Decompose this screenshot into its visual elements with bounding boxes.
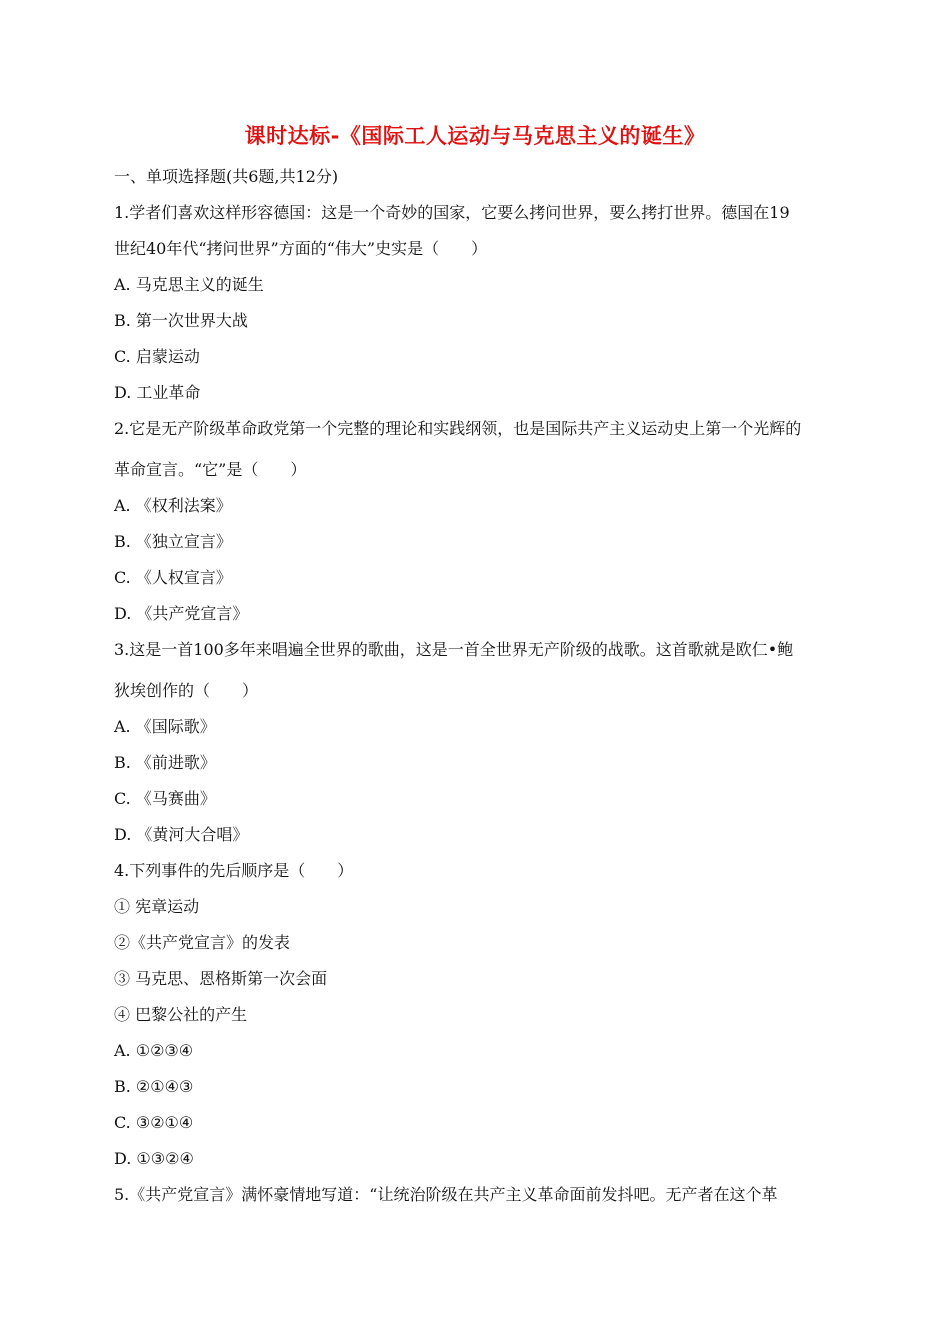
question-5-stem-line-1: 5.《共产党宣言》满怀豪情地写道：“让统治阶级在共产主义革命面前发抖吧。无产者在这个革 <box>114 1185 778 1204</box>
question-3-option-a: A. 《国际歌》 <box>114 717 216 736</box>
document-title: 课时达标-《国际工人运动与马克思主义的诞生》 <box>244 124 706 148</box>
question-3-option-d: D. 《黄河大合唱》 <box>114 825 249 844</box>
question-4-option-a: A. ①②③④ <box>114 1041 194 1060</box>
question-4-item-2: ②《共产党宣言》的发表 <box>114 933 291 952</box>
question-4-option-d: D. ①③②④ <box>114 1149 194 1168</box>
question-2-option-a: A. 《权利法案》 <box>114 496 232 515</box>
question-4-option-c: C. ③②①④ <box>114 1113 194 1132</box>
question-2-option-b: B. 《独立宣言》 <box>114 532 232 551</box>
section-heading: 一、单项选择题(共6题,共12分) <box>114 167 339 186</box>
question-4-stem: 4.下列事件的先后顺序是（ ） <box>114 861 354 880</box>
question-4-item-1: ① 宪章运动 <box>114 897 200 916</box>
question-2-stem-line-2: 革命宣言。“它”是（ ） <box>114 460 307 479</box>
question-3-stem-line-2: 狄埃创作的（ ） <box>114 681 259 700</box>
question-1-option-a: A. 马克思主义的诞生 <box>114 275 264 294</box>
question-1-stem-line-1: 1.学者们喜欢这样形容德国：这是一个奇妙的国家，它要么拷问世界，要么拷打世界。德国在19 <box>114 203 790 222</box>
question-2-option-c: C. 《人权宣言》 <box>114 568 232 587</box>
question-4-item-3: ③ 马克思、恩格斯第一次会面 <box>114 969 328 988</box>
question-2-option-d: D. 《共产党宣言》 <box>114 604 249 623</box>
question-1-option-c: C. 启蒙运动 <box>114 347 200 366</box>
question-3-option-c: C. 《马赛曲》 <box>114 789 216 808</box>
question-1-stem-line-2: 世纪40年代“拷问世界”方面的“伟大”史实是（ ） <box>114 239 488 258</box>
question-3-stem-line-1: 3.这是一首100多年来唱遍全世界的歌曲，这是一首全世界无产阶级的战歌。这首歌就是欧仁•鲍 <box>114 640 794 659</box>
question-1-option-d: D. 工业革命 <box>114 383 201 402</box>
question-4-item-4: ④ 巴黎公社的产生 <box>114 1005 248 1024</box>
question-2-stem-line-1: 2.它是无产阶级革命政党第一个完整的理论和实践纲领，也是国际共产主义运动史上第一个光辉的 <box>114 419 802 438</box>
question-1-option-b: B. 第一次世界大战 <box>114 311 248 330</box>
question-4-option-b: B. ②①④③ <box>114 1077 194 1096</box>
question-3-option-b: B. 《前进歌》 <box>114 753 216 772</box>
